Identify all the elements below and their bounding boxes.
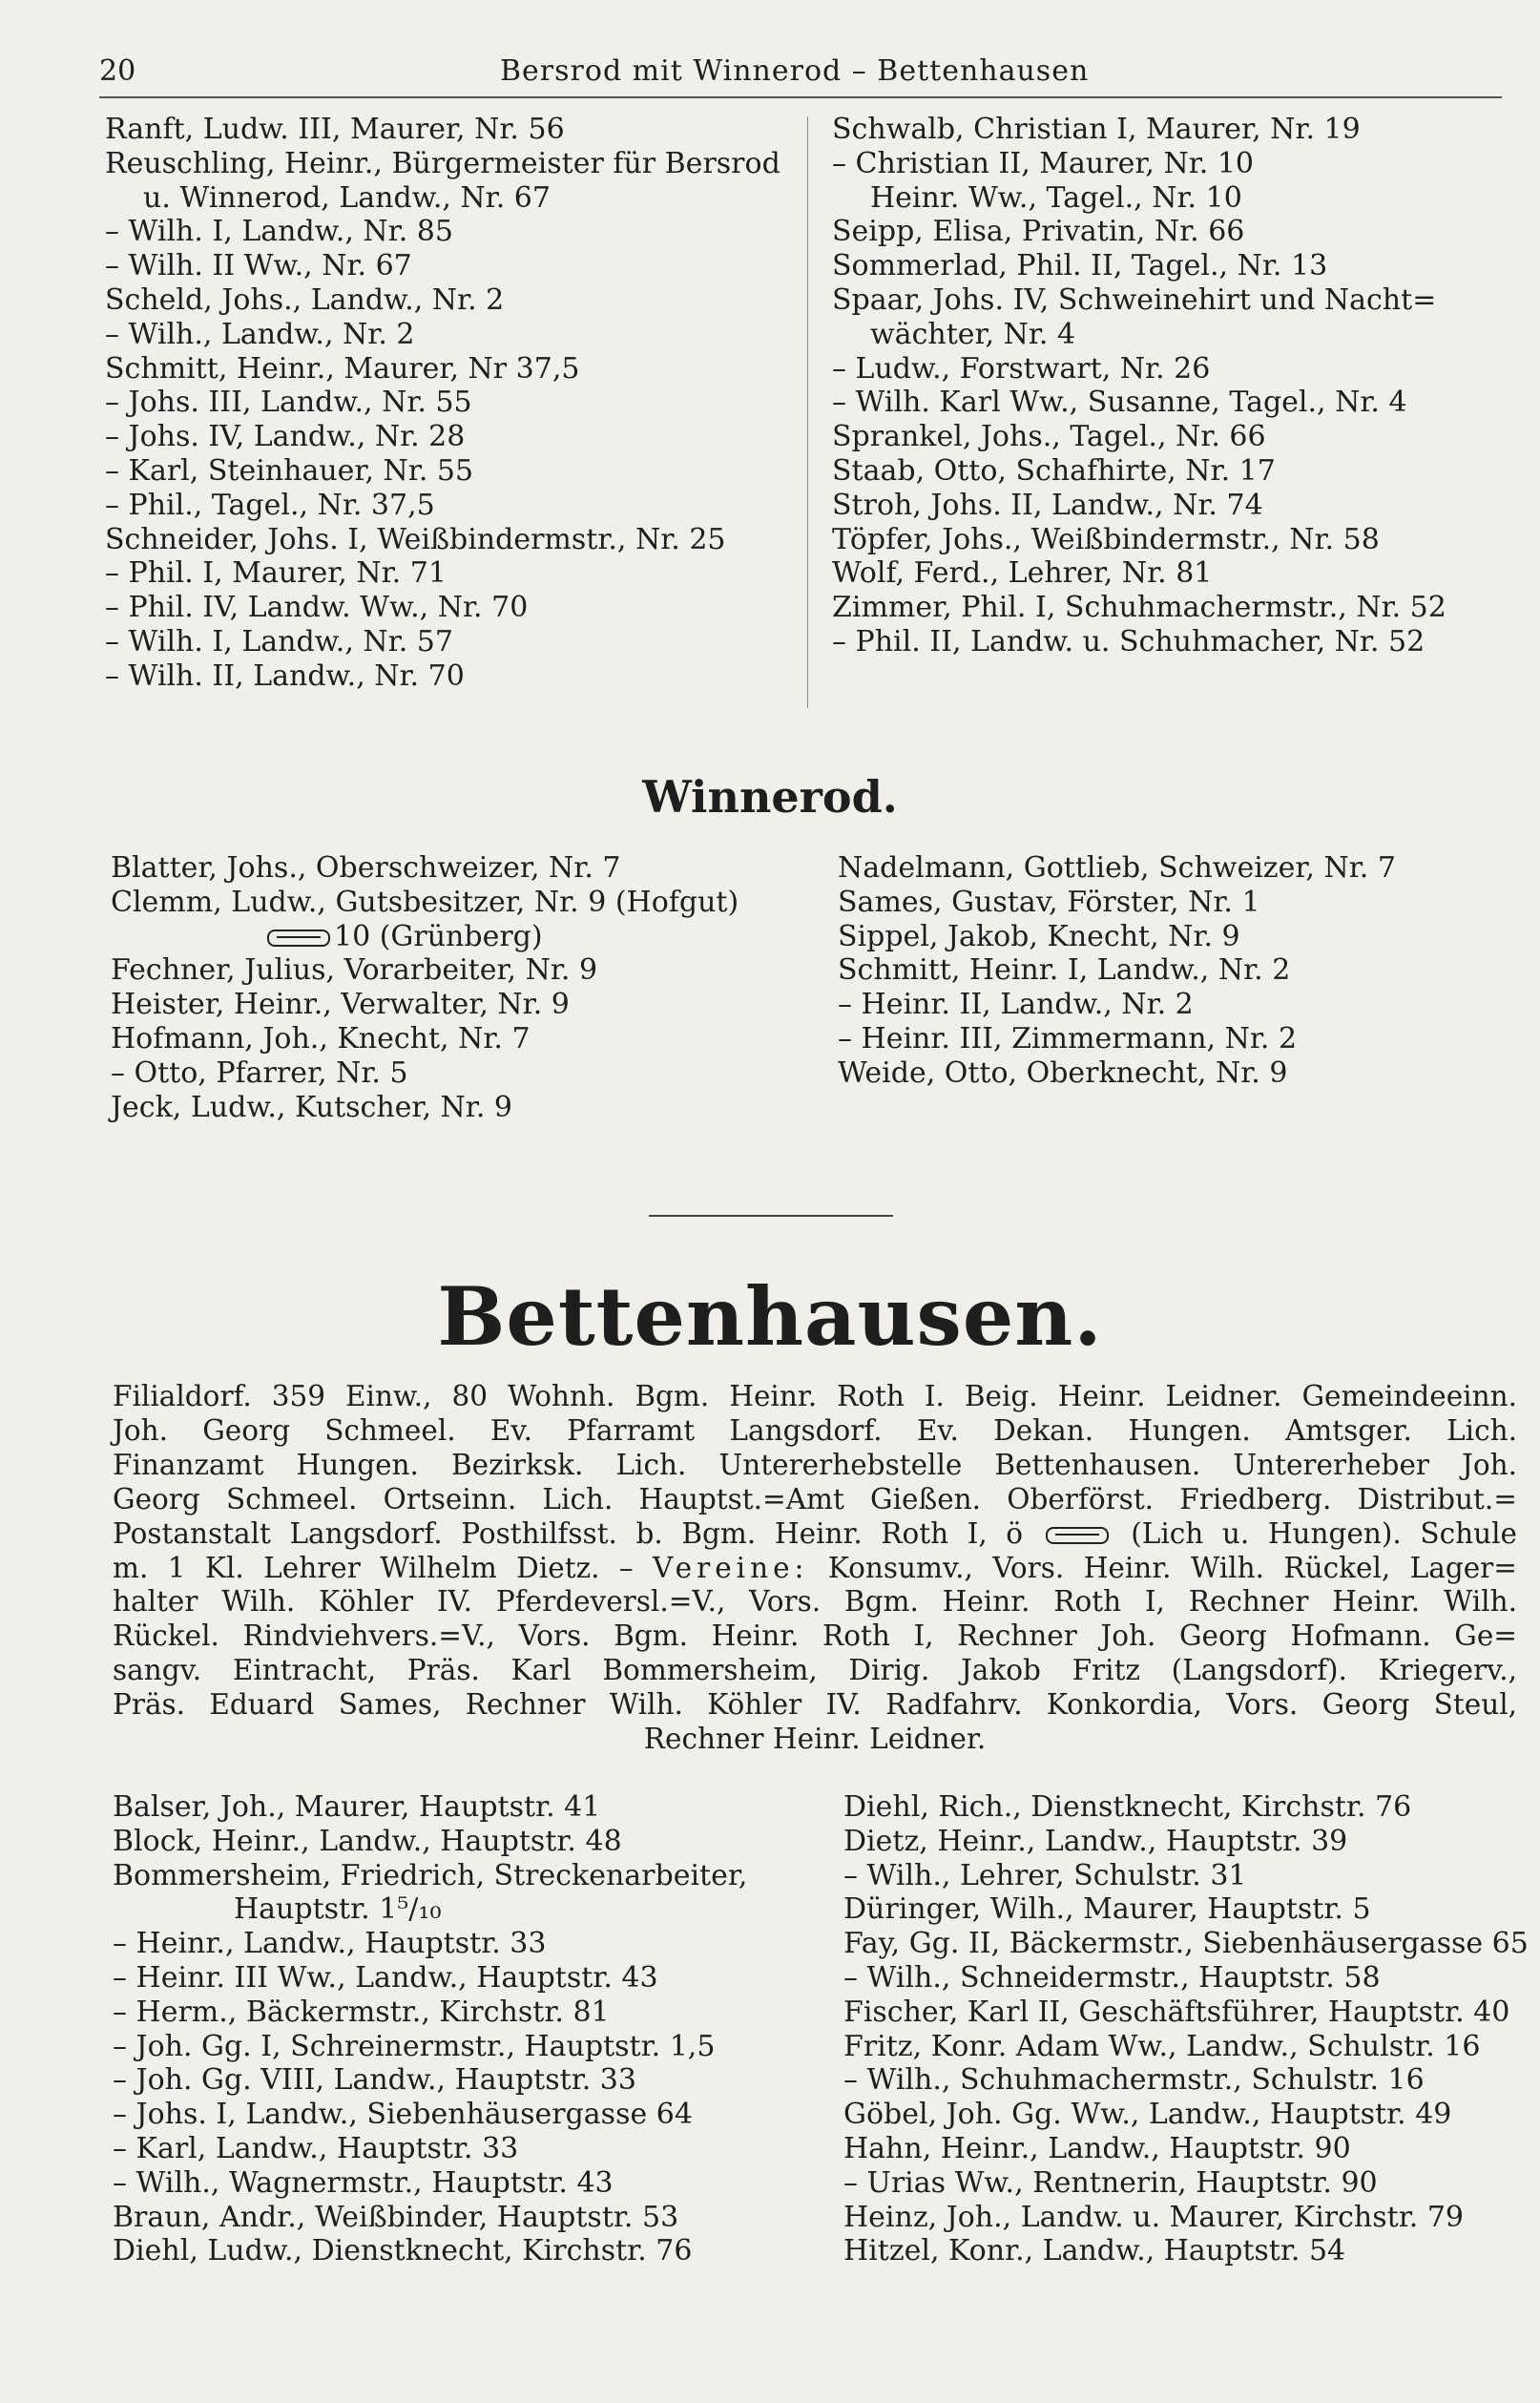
directory-entry bbox=[113, 2234, 800, 2268]
description-line: Präs. Eduard Sames, Rechner Wilh. Köhler IV. Radfahrv. Konkordia, Vors. Georg Steul, bbox=[113, 1688, 1517, 1722]
directory-entry bbox=[113, 1790, 800, 1825]
bettenhausen-description bbox=[113, 1380, 1517, 1757]
directory-entry bbox=[111, 953, 798, 988]
directory-entry bbox=[838, 988, 1525, 1022]
description-line: Rechner Heinr. Leidner. bbox=[643, 1723, 987, 1756]
entry-text: Weide, Otto, Oberknecht, Nr. 9 bbox=[838, 1055, 1288, 1090]
running-title: Bersrod mit Winnerod – Bettenhausen bbox=[500, 54, 1090, 88]
entry-text: Seipp, Elisa, Privatin, Nr. 66 bbox=[832, 215, 1245, 249]
entry-text: Stroh, Johs. II, Landw., Nr. 74 bbox=[832, 488, 1263, 522]
directory-entry bbox=[113, 2132, 800, 2166]
directory-entry bbox=[832, 489, 1519, 523]
telephone-icon bbox=[1046, 1527, 1109, 1544]
page-number: 20 bbox=[99, 54, 136, 88]
entry-text: wächter, Nr. 4 bbox=[870, 317, 1076, 351]
directory-entry bbox=[113, 2063, 800, 2098]
entry-text: – Wilh., Wagnermstr., Hauptstr. 43 bbox=[113, 2165, 614, 2200]
entry-text: Hauptstr. 1⁵/₁₀ bbox=[234, 1892, 442, 1927]
entry-text: Ranft, Ludw. III, Maurer, Nr. 56 bbox=[105, 113, 565, 146]
directory-entry bbox=[843, 1790, 1530, 1825]
entry-text: Düringer, Wilh., Maurer, Hauptstr. 5 bbox=[843, 1892, 1371, 1927]
entry-text: u. Winnerod, Landw., Nr. 67 bbox=[143, 180, 551, 215]
entry-text: Staab, Otto, Schafhirte, Nr. 17 bbox=[832, 453, 1276, 488]
directory-entry bbox=[832, 420, 1519, 454]
description-line: Filialdorf. 359 Einw., 80 Wohnh. Bgm. Heinr. Roth I. Beig. Heinr. Leidner. Gemeindeeinn. bbox=[113, 1380, 1517, 1412]
entry-text: – Joh. Gg. VIII, Landw., Hauptstr. 33 bbox=[113, 2063, 636, 2098]
directory-entry bbox=[838, 886, 1525, 920]
description-line: Postanstalt Langsdorf. Posthilfsst. b. Bgm. Heinr. Roth I, ö (Lich u. Hungen). Schule bbox=[113, 1516, 1517, 1550]
entry-text: Diehl, Ludw., Dienstknecht, Kirchstr. 76 bbox=[113, 2234, 693, 2268]
entry-text: Dietz, Heinr., Landw., Hauptstr. 39 bbox=[843, 1824, 1348, 1858]
entry-text: Diehl, Rich., Dienstknecht, Kirchstr. 76 bbox=[843, 1790, 1412, 1824]
entry-text: – Phil. II, Landw. u. Schuhmacher, Nr. 52 bbox=[832, 624, 1426, 658]
entry-text: – Wilh., Landw., Nr. 2 bbox=[105, 317, 415, 351]
entry-text: – Heinr., Landw., Hauptstr. 33 bbox=[113, 1927, 547, 1961]
directory-entry bbox=[105, 420, 792, 454]
entry-text: Bommersheim, Friedrich, Streckenarbeiter, bbox=[113, 1858, 748, 1892]
directory-entry bbox=[111, 920, 798, 954]
entry-text: – Karl, Steinhauer, Nr. 55 bbox=[105, 453, 474, 488]
bettenhausen-right-column bbox=[843, 1790, 1530, 2268]
directory-entry bbox=[832, 556, 1519, 591]
directory-entry bbox=[105, 352, 792, 387]
directory-entry bbox=[843, 1961, 1530, 1996]
entry-text: Balser, Joh., Maurer, Hauptstr. 41 bbox=[113, 1790, 601, 1824]
entry-text: Braun, Andr., Weißbinder, Hauptstr. 53 bbox=[113, 2200, 679, 2234]
directory-entry bbox=[111, 988, 798, 1022]
entry-text: – Wilh. II Ww., Nr. 67 bbox=[105, 249, 412, 283]
entry-text: Heinz, Joh., Landw. u. Maurer, Kirchstr. 79 bbox=[843, 2200, 1464, 2234]
entry-text: Schmitt, Heinr., Maurer, Nr 37,5 bbox=[105, 351, 580, 386]
directory-entry bbox=[838, 1056, 1525, 1091]
description-line: m. 1 Kl. Lehrer Wilhelm Dietz. – Vereine: Konsumv., Vors. Heinr. Wilh. Rückel, Lager= bbox=[113, 1551, 1517, 1584]
directory-entry bbox=[105, 556, 792, 591]
entry-text: – Wilh., Schneidermstr., Hauptstr. 58 bbox=[843, 1960, 1381, 1995]
directory-entry bbox=[111, 851, 798, 886]
directory-entry bbox=[113, 2030, 800, 2064]
entry-text: Hahn, Heinr., Landw., Hauptstr. 90 bbox=[843, 2131, 1351, 2165]
directory-entry bbox=[832, 386, 1519, 420]
directory-entry bbox=[105, 181, 792, 216]
entry-text: Sommerlad, Phil. II, Tagel., Nr. 13 bbox=[832, 249, 1328, 283]
directory-entry bbox=[105, 318, 792, 352]
bettenhausen-heading: Bettenhausen. bbox=[437, 1269, 1103, 1364]
directory-entry bbox=[113, 1996, 800, 2030]
entry-text: – Johs. I, Landw., Siebenhäusergasse 64 bbox=[113, 2098, 693, 2132]
entry-text: – Heinr. II, Landw., Nr. 2 bbox=[838, 988, 1194, 1022]
directory-entry bbox=[838, 1022, 1525, 1056]
entry-text: Heinr. Ww., Tagel., Nr. 10 bbox=[870, 180, 1242, 215]
directory-entry bbox=[113, 1825, 800, 1859]
directory-entry bbox=[113, 1859, 800, 1893]
entry-text: Schwalb, Christian I, Maurer, Nr. 19 bbox=[832, 113, 1361, 146]
directory-entry bbox=[843, 1859, 1530, 1893]
entry-text: 10 (Grünberg) bbox=[334, 919, 543, 953]
entry-text: Fechner, Julius, Vorarbeiter, Nr. 9 bbox=[111, 953, 598, 988]
directory-entry bbox=[111, 1056, 798, 1091]
directory-entry bbox=[113, 2098, 800, 2132]
directory-entry bbox=[843, 2030, 1530, 2064]
telephone-icon bbox=[267, 930, 330, 947]
directory-entry bbox=[832, 215, 1519, 249]
entry-text: – Phil., Tagel., Nr. 37,5 bbox=[105, 488, 435, 522]
directory-entry bbox=[105, 386, 792, 420]
directory-entry bbox=[105, 113, 792, 147]
directory-entry bbox=[113, 1892, 800, 1927]
entry-text: – Urias Ww., Rentnerin, Hauptstr. 90 bbox=[843, 2165, 1378, 2200]
directory-entry bbox=[832, 181, 1519, 216]
entry-text: – Johs. IV, Landw., Nr. 28 bbox=[105, 420, 466, 454]
entry-text: Zimmer, Phil. I, Schuhmachermstr., Nr. 52 bbox=[832, 591, 1446, 625]
entry-text: – Wilh., Lehrer, Schulstr. 31 bbox=[843, 1858, 1247, 1892]
entry-text: – Phil. IV, Landw. Ww., Nr. 70 bbox=[105, 591, 529, 625]
directory-entry bbox=[105, 249, 792, 283]
directory-entry bbox=[832, 249, 1519, 283]
directory-entry bbox=[832, 454, 1519, 489]
entry-text: Sippel, Jakob, Knecht, Nr. 9 bbox=[838, 919, 1240, 953]
directory-entry bbox=[113, 1961, 800, 1996]
directory-entry bbox=[832, 352, 1519, 387]
directory-entry bbox=[843, 1825, 1530, 1859]
entry-text: – Wilh. I, Landw., Nr. 57 bbox=[105, 624, 453, 658]
description-line: Georg Schmeel. Ortseinn. Lich. Hauptst.=Amt Gießen. Oberförst. Friedberg. Distribut.= bbox=[113, 1482, 1517, 1515]
entry-text: – Wilh., Schuhmachermstr., Schulstr. 16 bbox=[843, 2063, 1425, 2098]
directory-entry bbox=[838, 851, 1525, 886]
entry-text: – Otto, Pfarrer, Nr. 5 bbox=[111, 1055, 408, 1090]
directory-entry bbox=[105, 659, 792, 694]
entry-text: Nadelmann, Gottlieb, Schweizer, Nr. 7 bbox=[838, 851, 1396, 885]
directory-entry bbox=[843, 2201, 1530, 2235]
directory-entry bbox=[105, 489, 792, 523]
directory-entry bbox=[111, 1022, 798, 1056]
directory-entry bbox=[832, 283, 1519, 318]
directory-entry bbox=[105, 625, 792, 659]
entry-text: – Christian II, Maurer, Nr. 10 bbox=[832, 146, 1254, 180]
directory-entry bbox=[843, 1996, 1530, 2030]
entry-text: Spaar, Johs. IV, Schweinehirt und Nacht= bbox=[832, 282, 1437, 317]
entry-text: Blatter, Johs., Oberschweizer, Nr. 7 bbox=[111, 851, 621, 885]
directory-entry bbox=[832, 318, 1519, 352]
directory-entry bbox=[832, 147, 1519, 181]
entry-text: Sprankel, Johs., Tagel., Nr. 66 bbox=[832, 420, 1266, 454]
directory-entry bbox=[843, 1892, 1530, 1927]
entry-text: – Wilh. Karl Ww., Susanne, Tagel., Nr. 4 bbox=[832, 386, 1407, 420]
description-line: sangv. Eintracht, Präs. Karl Bommersheim, Dirig. Jakob Fritz (Langsdorf). Kriegerv., bbox=[113, 1654, 1517, 1687]
entry-text: Hofmann, Joh., Knecht, Nr. 7 bbox=[111, 1021, 531, 1055]
directory-entry bbox=[105, 147, 792, 181]
entry-text: – Phil. I, Maurer, Nr. 71 bbox=[105, 556, 447, 591]
entry-text: – Wilh. II, Landw., Nr. 70 bbox=[105, 658, 465, 693]
winnerod-left-column bbox=[111, 851, 798, 1124]
entry-text: – Heinr. III, Zimmermann, Nr. 2 bbox=[838, 1021, 1298, 1055]
entry-text: Fay, Gg. II, Bäckermstr., Siebenhäusergasse 65 bbox=[843, 1927, 1529, 1961]
description-line: Rückel. Rindviehvers.=V., Vors. Bgm. Heinr. Roth I, Rechner Joh. Georg Hofmann. Ge= bbox=[113, 1619, 1517, 1653]
directory-entry bbox=[111, 886, 798, 920]
entry-text: – Johs. III, Landw., Nr. 55 bbox=[105, 386, 472, 420]
entry-text: Wolf, Ferd., Lehrer, Nr. 81 bbox=[832, 556, 1213, 591]
description-line: Joh. Georg Schmeel. Ev. Pfarramt Langsdorf. Ev. Dekan. Hungen. Amtsger. Lich. bbox=[113, 1413, 1517, 1447]
winnerod-right-column bbox=[838, 851, 1525, 1091]
directory-entry bbox=[832, 113, 1519, 147]
vereine-label: Vereine: bbox=[653, 1551, 809, 1584]
column-divider bbox=[807, 116, 808, 708]
entry-text: Heister, Heinr., Verwalter, Nr. 9 bbox=[111, 988, 570, 1022]
entry-text: Göbel, Joh. Gg. Ww., Landw., Hauptstr. 49 bbox=[843, 2098, 1452, 2132]
entry-text: Töpfer, Johs., Weißbindermstr., Nr. 58 bbox=[832, 522, 1380, 556]
directory-entry bbox=[838, 920, 1525, 954]
entry-text: Clemm, Ludw., Gutsbesitzer, Nr. 9 (Hofgut) bbox=[111, 885, 739, 919]
directory-entry bbox=[105, 591, 792, 625]
entry-text: Schmitt, Heinr. I, Landw., Nr. 2 bbox=[838, 953, 1291, 988]
directory-entry bbox=[843, 2166, 1530, 2201]
entry-text: – Karl, Landw., Hauptstr. 33 bbox=[113, 2131, 519, 2165]
directory-entry bbox=[105, 523, 792, 557]
entry-text: Fritz, Konr. Adam Ww., Landw., Schulstr. 16 bbox=[843, 2029, 1481, 2063]
directory-entry bbox=[113, 2201, 800, 2235]
entry-text: Sames, Gustav, Förster, Nr. 1 bbox=[838, 885, 1260, 919]
description-line: Finanzamt Hungen. Bezirksk. Lich. Untererhebstelle Bettenhausen. Untererheber Joh. bbox=[113, 1448, 1517, 1481]
bersrod-right-column bbox=[832, 113, 1519, 659]
bersrod-left-column bbox=[105, 113, 792, 694]
directory-entry bbox=[832, 523, 1519, 557]
directory-entry bbox=[843, 2098, 1530, 2132]
section-divider bbox=[649, 1215, 893, 1217]
description-line: halter Wilh. Köhler IV. Pferdeversl.=V., Vors. Bgm. Heinr. Roth I, Rechner Heinr. Wilh. bbox=[113, 1585, 1517, 1619]
entry-text: – Wilh. I, Landw., Nr. 85 bbox=[105, 215, 453, 249]
entry-text: Scheld, Johs., Landw., Nr. 2 bbox=[105, 282, 505, 317]
directory-entry bbox=[843, 2063, 1530, 2098]
directory-entry bbox=[843, 2234, 1530, 2268]
entry-text: – Joh. Gg. I, Schreinermstr., Hauptstr. 1,5 bbox=[113, 2029, 716, 2063]
entry-text: – Ludw., Forstwart, Nr. 26 bbox=[832, 351, 1211, 386]
directory-entry bbox=[832, 625, 1519, 659]
page-header bbox=[99, 52, 1502, 98]
directory-entry bbox=[832, 591, 1519, 625]
directory-entry bbox=[105, 454, 792, 489]
entry-text: Reuschling, Heinr., Bürgermeister für Bersrod bbox=[105, 146, 780, 180]
entry-text: Schneider, Johs. I, Weißbindermstr., Nr. 25 bbox=[105, 522, 726, 556]
directory-entry bbox=[113, 1927, 800, 1961]
directory-entry bbox=[111, 1091, 798, 1125]
directory-entry bbox=[838, 953, 1525, 988]
directory-entry bbox=[843, 1927, 1530, 1961]
bettenhausen-left-column bbox=[113, 1790, 800, 2268]
directory-entry bbox=[105, 283, 792, 318]
entry-text: Hitzel, Konr., Landw., Hauptstr. 54 bbox=[843, 2234, 1346, 2268]
directory-entry bbox=[105, 215, 792, 249]
entry-text: Fischer, Karl II, Geschäftsführer, Hauptstr. 40 bbox=[843, 1995, 1510, 2029]
entry-text: – Heinr. III Ww., Landw., Hauptstr. 43 bbox=[113, 1960, 658, 1995]
directory-entry bbox=[843, 2132, 1530, 2166]
directory-entry bbox=[113, 2166, 800, 2201]
entry-text: Jeck, Ludw., Kutscher, Nr. 9 bbox=[111, 1090, 512, 1124]
entry-text: – Herm., Bäckermstr., Kirchstr. 81 bbox=[113, 1995, 610, 2029]
winnerod-heading: Winnerod. bbox=[642, 771, 898, 823]
entry-text: Block, Heinr., Landw., Hauptstr. 48 bbox=[113, 1824, 622, 1858]
